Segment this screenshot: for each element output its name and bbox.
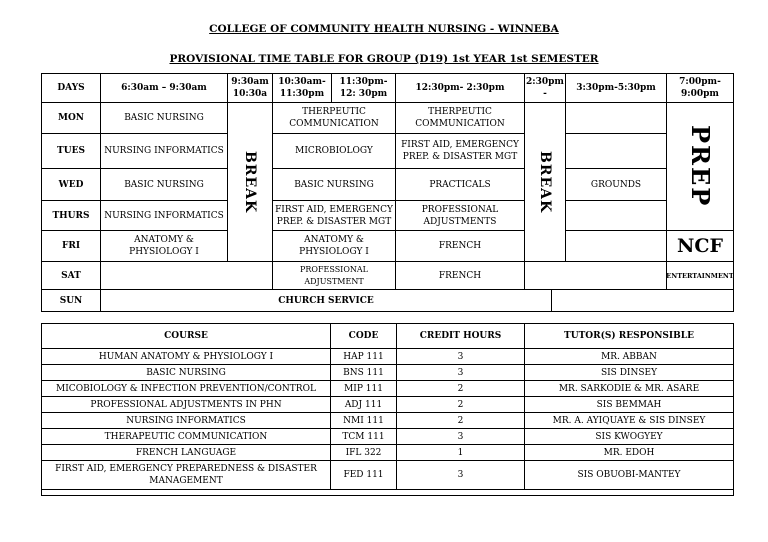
course-tutor: MR. ABBAN	[524, 348, 734, 365]
course-code: HAP 111	[330, 348, 397, 365]
course-credit-hours: 3	[396, 348, 525, 365]
fri-slot2: ANATOMY & PHYSIOLOGY I	[272, 230, 396, 262]
day-sun: SUN	[41, 289, 101, 312]
sat-slot2: PROFESSIONAL ADJUSTMENT	[272, 261, 396, 290]
course-name: HUMAN ANATOMY & PHYSIOLOGY I	[41, 348, 331, 365]
mon-slot1: BASIC NURSING	[100, 102, 228, 134]
timetable-subtitle: PROVISIONAL TIME TABLE FOR GROUP (D19) 1st YEAR 1st SEMESTER	[169, 53, 599, 65]
course-code: NMI 111	[330, 412, 397, 429]
col-header-code: CODE	[330, 323, 397, 349]
church-service: CHURCH SERVICE	[100, 289, 552, 312]
day-wed: WED	[41, 168, 101, 201]
time-header-3: 10:30am- 11:30pm	[272, 73, 332, 103]
day-fri: FRI	[41, 230, 101, 262]
day-sat: SAT	[41, 261, 101, 290]
day-tues: TUES	[41, 133, 101, 169]
course-name: BASIC NURSING	[41, 364, 331, 381]
prep-block	[666, 102, 734, 231]
afternoon-break	[524, 102, 566, 262]
tues-slot2: MICROBIOLOGY	[272, 133, 396, 169]
wed-slot4: GROUNDS	[565, 168, 667, 201]
course-name: FIRST AID, EMERGENCY PREPAREDNESS & DISASTER MANAGEMENT	[41, 460, 331, 490]
wed-slot3: PRACTICALS	[395, 168, 525, 201]
prep-label: PREP	[686, 125, 715, 208]
thurs-slot4	[565, 200, 667, 231]
course-credit-hours: 3	[396, 364, 525, 381]
time-header-5: 12:30pm- 2:30pm	[395, 73, 525, 103]
course-name: NURSING INFORMATICS	[41, 412, 331, 429]
course-tutor: MR. SARKODIE & MR. ASARE	[524, 380, 734, 397]
wed-slot2: BASIC NURSING	[272, 168, 396, 201]
time-header-6: 2:30pm -	[524, 73, 566, 103]
course-code: TCM 111	[330, 428, 397, 445]
day-thurs: THURS	[41, 200, 101, 231]
time-header-7: 3:30pm-5:30pm	[565, 73, 667, 103]
course-tutor: SIS OBUOBI-MANTEY	[524, 460, 734, 490]
course-code: BNS 111	[330, 364, 397, 381]
course-credit-hours: 2	[396, 412, 525, 429]
ncf-block: NCF	[666, 230, 734, 262]
sat-slot3: FRENCH	[395, 261, 525, 290]
thurs-slot2: FIRST AID, EMERGENCY PREP. & DISASTER MGT	[272, 200, 396, 231]
course-tutor: SIS KWOGYEY	[524, 428, 734, 445]
course-code: FED 111	[330, 460, 397, 490]
mon-slot3: THERPEUTIC COMMUNICATION	[395, 102, 525, 134]
tues-slot4	[565, 133, 667, 169]
sat-afternoon	[524, 261, 667, 290]
fri-slot1: ANATOMY & PHYSIOLOGY I	[100, 230, 228, 262]
course-credit-hours: 1	[396, 444, 525, 461]
sat-slot1	[100, 261, 273, 290]
time-header-2: 9:30am 10:30a	[227, 73, 273, 103]
course-credit-hours: 3	[396, 428, 525, 445]
time-header-4: 11:30pm-12: 30pm	[331, 73, 396, 103]
morning-break-label: BREAK	[242, 150, 258, 214]
col-header-credit-hours: CREDIT HOURS	[396, 323, 525, 349]
days-header: DAYS	[41, 73, 101, 103]
course-tutor: MR. A. AYIQUAYE & SIS DINSEY	[524, 412, 734, 429]
thurs-slot1: NURSING INFORMATICS	[100, 200, 228, 231]
col-header-course: COURSE	[41, 323, 331, 349]
course-credit-hours: 3	[396, 460, 525, 490]
fri-slot4	[565, 230, 667, 262]
course-name: PROFESSIONAL ADJUSTMENTS IN PHN	[41, 396, 331, 413]
mon-slot4	[565, 102, 667, 134]
time-header-8: 7:00pm- 9:00pm	[666, 73, 734, 103]
course-tutor: MR. EDOH	[524, 444, 734, 461]
thurs-slot3: PROFESSIONAL ADJUSTMENTS	[395, 200, 525, 231]
col-header-tutors: TUTOR(S) RESPONSIBLE	[524, 323, 734, 349]
tues-slot1: NURSING INFORMATICS	[100, 133, 228, 169]
college-title: COLLEGE OF COMMUNITY HEALTH NURSING - WINNEBA	[209, 23, 559, 35]
course-code: ADJ 111	[330, 396, 397, 413]
entertainment-block: ENTERTAINMENT	[666, 261, 734, 290]
course-credit-hours: 2	[396, 380, 525, 397]
sun-evening	[551, 289, 734, 312]
morning-break	[227, 102, 273, 262]
day-mon: MON	[41, 102, 101, 134]
course-tutor: SIS BEMMAH	[524, 396, 734, 413]
course-credit-hours: 2	[396, 396, 525, 413]
afternoon-break-label: BREAK	[537, 150, 553, 214]
tues-slot3: FIRST AID, EMERGENCY PREP. & DISASTER MGT	[395, 133, 525, 169]
time-header-1: 6:30am – 9:30am	[100, 73, 228, 103]
course-name: THERAPEUTIC COMMUNICATION	[41, 428, 331, 445]
course-code: IFL 322	[330, 444, 397, 461]
course-tutor: SIS DINSEY	[524, 364, 734, 381]
mon-slot2: THERPEUTIC COMMUNICATION	[272, 102, 396, 134]
fri-slot3: FRENCH	[395, 230, 525, 262]
course-name: MICOBIOLOGY & INFECTION PREVENTION/CONTROL	[41, 380, 331, 397]
wed-slot1: BASIC NURSING	[100, 168, 228, 201]
course-code: MIP 111	[330, 380, 397, 397]
course-name: FRENCH LANGUAGE	[41, 444, 331, 461]
